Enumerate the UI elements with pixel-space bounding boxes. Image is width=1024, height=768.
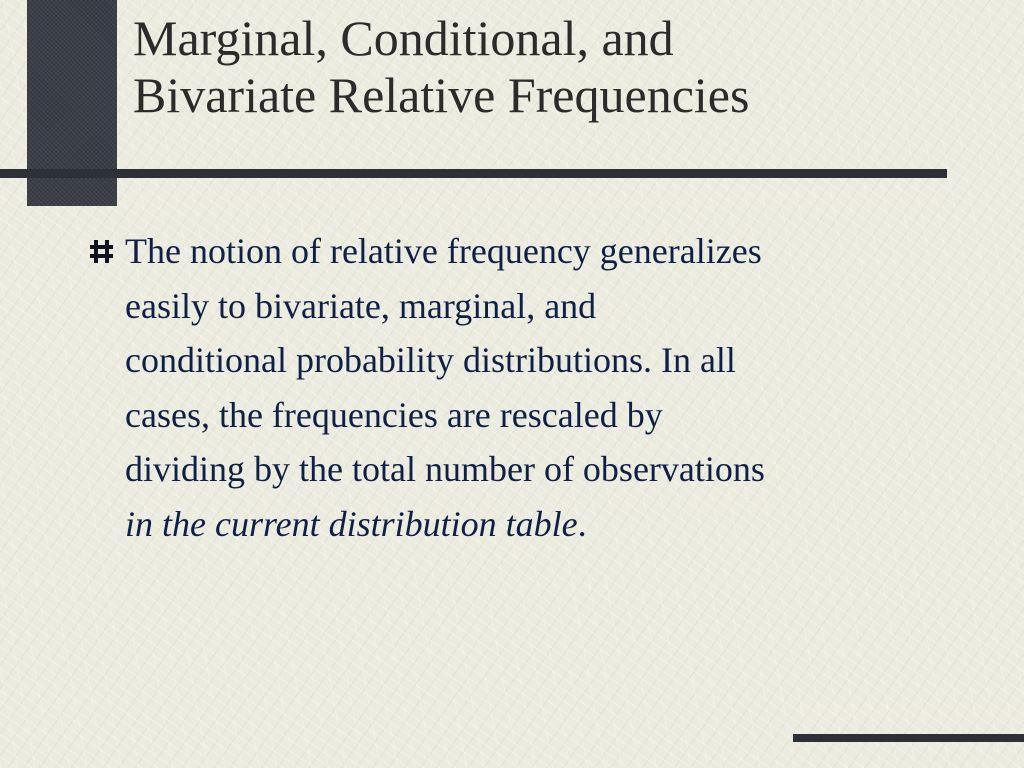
title-line-1: Marginal, Conditional, and (133, 10, 674, 66)
footer-divider (793, 734, 1024, 742)
bullet-line-2: easily to bivariate, marginal, and (125, 285, 597, 326)
title-divider (0, 169, 947, 178)
bullet-line-3: conditional probability distributions. In all (125, 340, 736, 380)
bullet-paragraph (125, 224, 955, 551)
bullet-line-1: The notion of relative frequency generalizes (125, 231, 762, 271)
title-line-2: Bivariate Relative Frequencies (133, 67, 750, 123)
bullet-line-6 (125, 497, 955, 552)
italic-phrase: in the current distribution table (125, 503, 578, 544)
hash-bullet-icon (89, 239, 114, 264)
trailing-period: . (577, 503, 587, 544)
bullet-line-4: cases, the frequencies are rescaled by (125, 394, 663, 435)
slide-title (133, 10, 993, 124)
bullet-line-5: dividing by the total number of observations (125, 449, 765, 489)
